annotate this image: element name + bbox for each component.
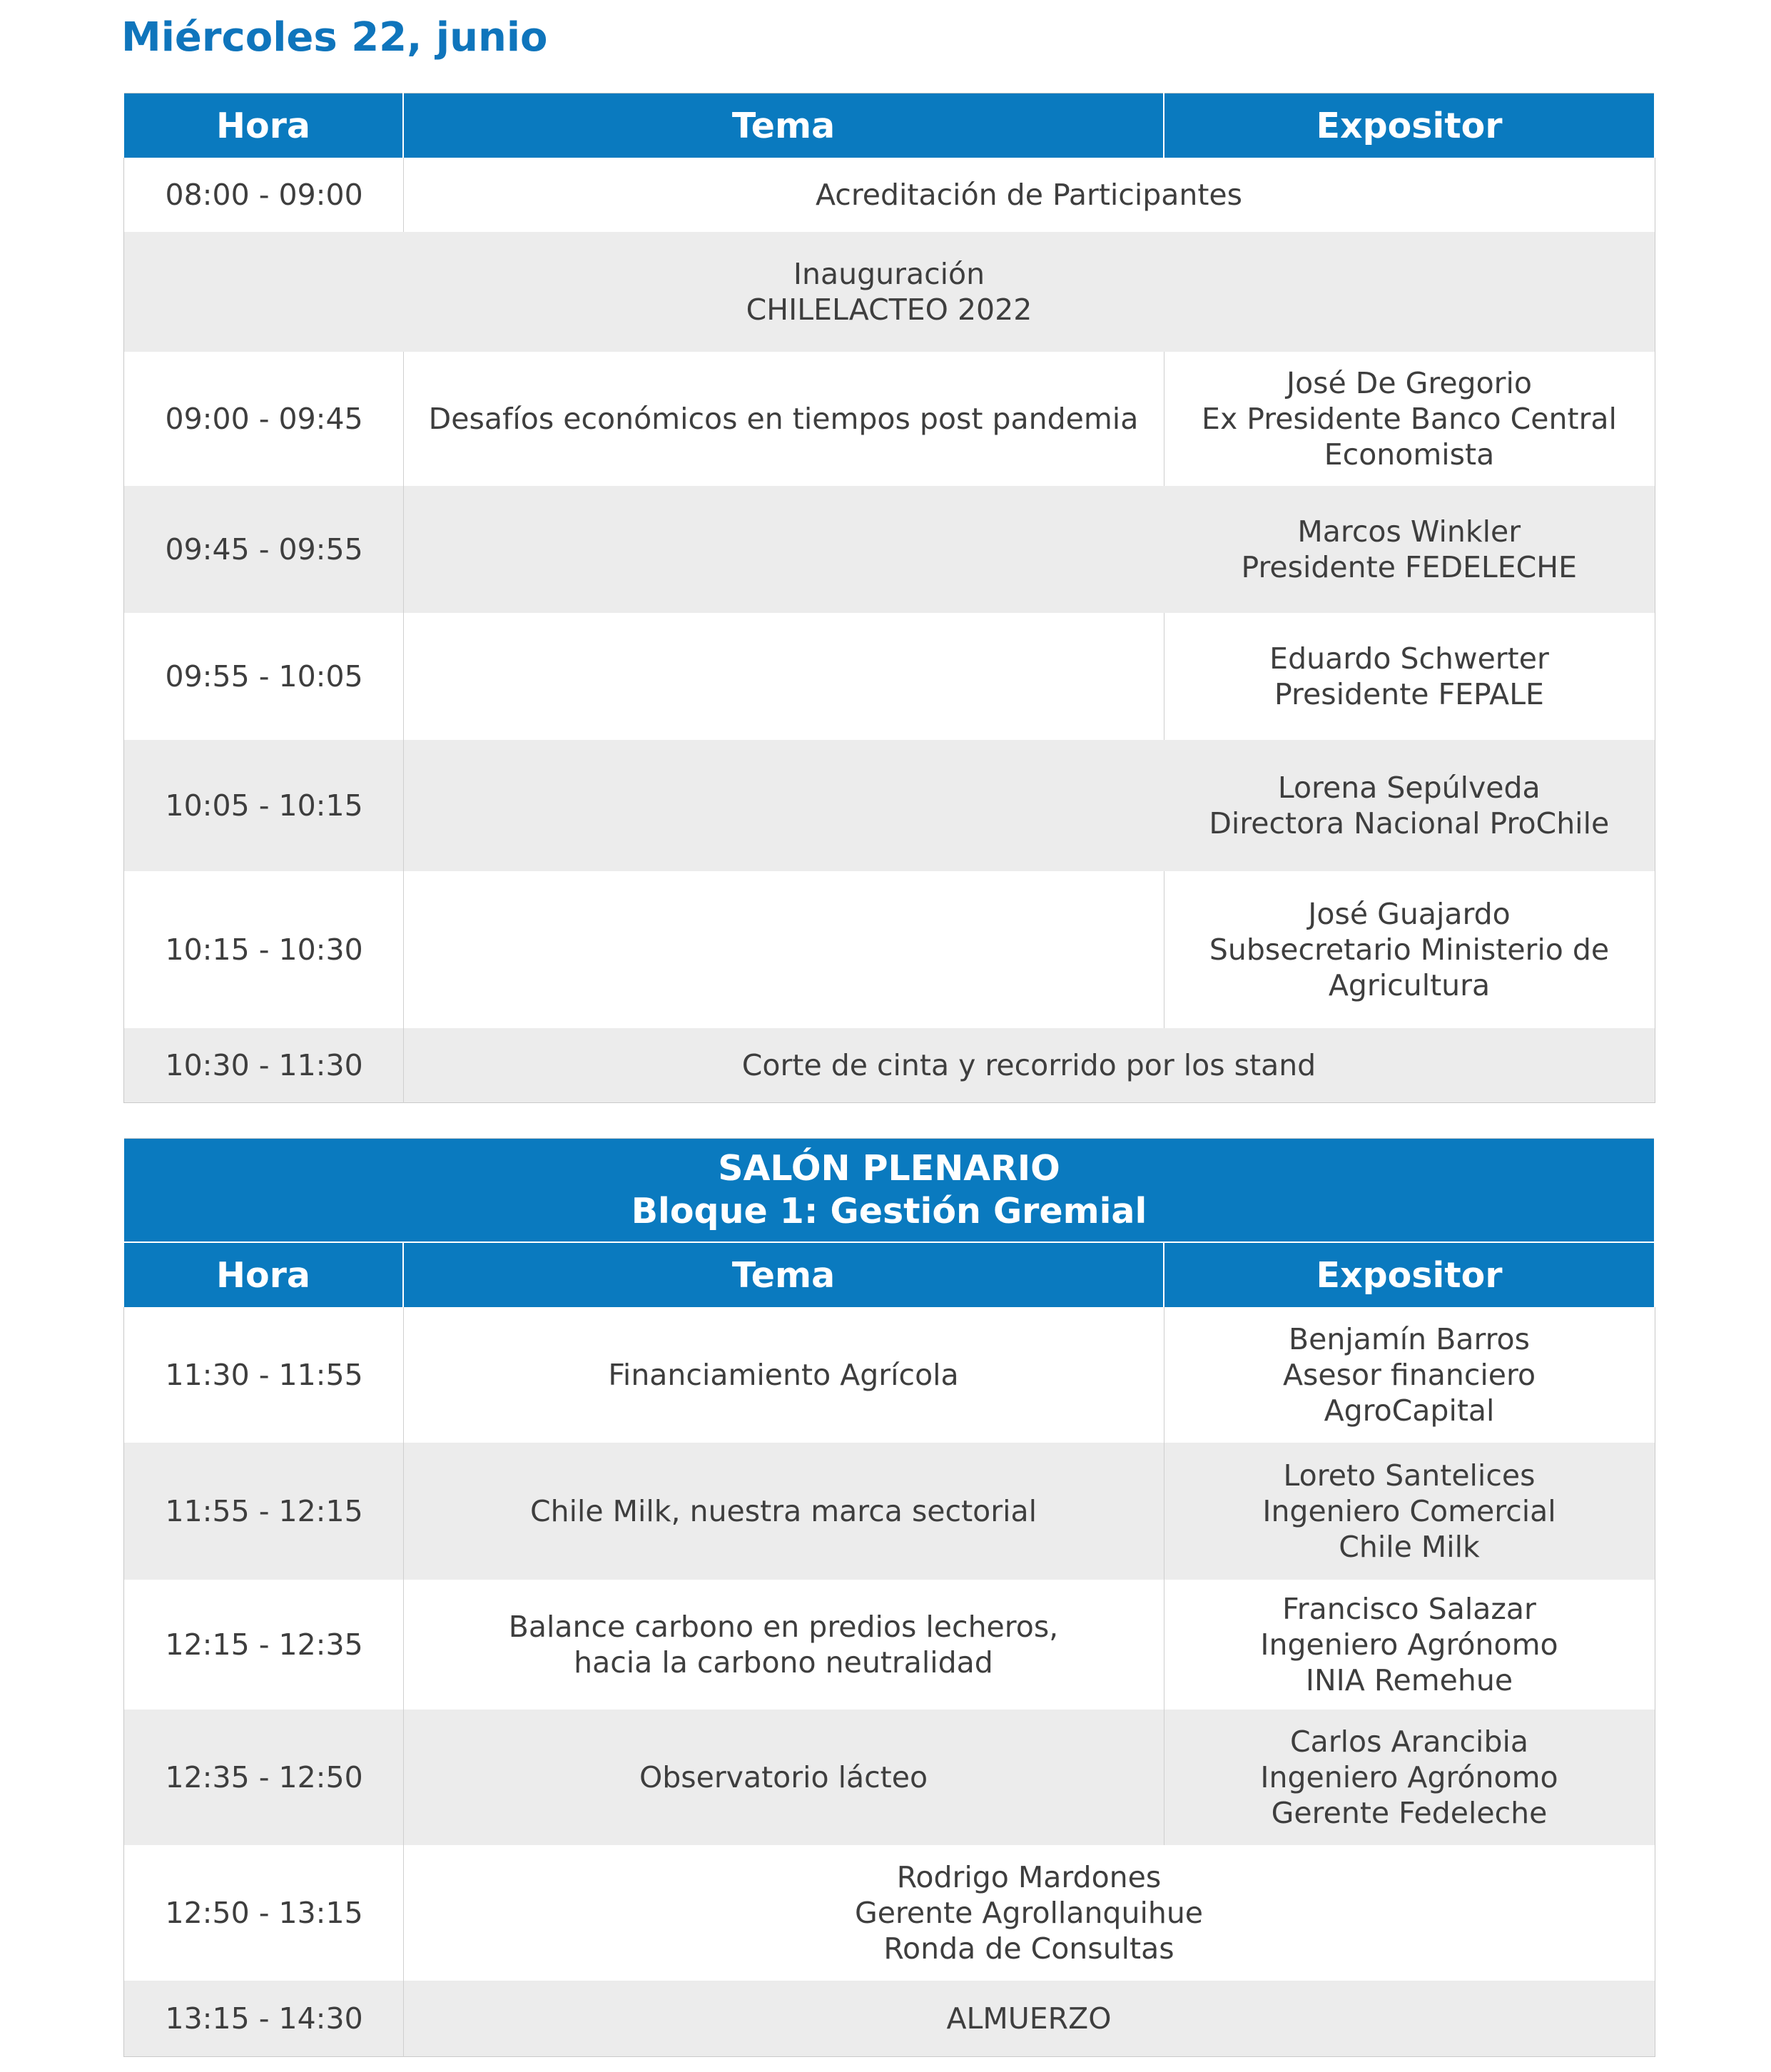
section-banner <box>123 1139 1655 1243</box>
merged-cell <box>403 1845 1655 1981</box>
speaker-role: Presidente FEDELECHE <box>1241 550 1578 584</box>
speaker-cell <box>1164 1580 1655 1710</box>
speaker-org: Chile Milk <box>1339 1530 1480 1564</box>
topic-cell <box>403 740 1164 871</box>
header-expositor: Expositor <box>1164 1242 1655 1307</box>
speaker-name: Francisco Salazar <box>1282 1592 1536 1626</box>
time-cell: 11:30 - 11:55 <box>165 1358 363 1392</box>
speaker-role: Presidente FEPALE <box>1274 677 1544 711</box>
topic-cell <box>403 486 1164 613</box>
speaker-name: Lorena Sepúlveda <box>1277 771 1541 805</box>
speaker-cell <box>1164 1307 1655 1443</box>
inauguration-line: Inauguración <box>793 257 985 291</box>
speaker-role: Asesor financiero <box>1282 1358 1536 1392</box>
table-row <box>123 1845 1655 1981</box>
topic-line: Balance carbono en predios lecheros, <box>508 1610 1059 1644</box>
topic-line: hacia la carbono neutralidad <box>574 1645 993 1680</box>
speaker-name: Benjamín Barros <box>1289 1322 1530 1356</box>
topic-cell <box>403 1580 1164 1710</box>
speaker-name: José De Gregorio <box>1286 366 1532 400</box>
speaker-role: Ingeniero Agrónomo <box>1260 1627 1558 1662</box>
table-row <box>123 1710 1655 1845</box>
time-cell: 11:55 - 12:15 <box>123 1443 403 1580</box>
topic-cell <box>403 871 1164 1028</box>
banner-subtitle: Bloque 1: Gestión Gremial <box>631 1191 1147 1231</box>
table-row <box>123 232 1655 352</box>
speaker-role: Subsecretario Ministerio de <box>1209 933 1610 967</box>
schedule-table-salon-plenario <box>123 1138 1655 2057</box>
time-cell: 09:00 - 09:45 <box>165 402 363 436</box>
header-hora: Hora <box>123 1242 403 1307</box>
speaker-org: AgroCapital <box>1324 1393 1495 1428</box>
speaker-role: Ex Presidente Banco Central <box>1202 402 1617 436</box>
break-label: ALMUERZO <box>946 2001 1112 2036</box>
speaker-name: Loreto Santelices <box>1283 1458 1536 1493</box>
speaker-role: Directora Nacional ProChile <box>1209 806 1610 841</box>
speaker-cell <box>1164 740 1655 871</box>
time-cell: 10:05 - 10:15 <box>123 740 403 871</box>
header-tema: Tema <box>403 93 1164 158</box>
topic-cell <box>403 1307 1164 1443</box>
time-cell: 12:35 - 12:50 <box>123 1710 403 1845</box>
speaker-name: Marcos Winkler <box>1297 514 1521 549</box>
topic-cell: Desafíos económicos en tiempos post pandemia <box>403 352 1164 486</box>
topic-cell <box>403 613 1164 740</box>
inauguration-cell <box>123 232 1655 352</box>
time-cell: 12:15 - 12:35 <box>165 1627 363 1662</box>
topic-cell: Corte de cinta y recorrido por los stand <box>403 1028 1655 1102</box>
topic-line: Financiamiento Agrícola <box>608 1358 959 1392</box>
table-header-row <box>123 93 1655 158</box>
header-hora: Hora <box>123 93 403 158</box>
topic-line: Chile Milk, nuestra marca sectorial <box>529 1494 1037 1528</box>
time-cell: 12:50 - 13:15 <box>165 1896 363 1930</box>
table-row <box>123 352 1655 486</box>
table-row <box>123 1443 1655 1580</box>
speaker-cell <box>1164 486 1655 613</box>
time-cell: 09:55 - 10:05 <box>165 659 363 694</box>
speaker-name: Eduardo Schwerter <box>1269 641 1549 676</box>
topic-cell <box>403 1443 1164 1580</box>
topic-cell: Acreditación de Participantes <box>403 158 1655 232</box>
speaker-name: Rodrigo Mardones <box>896 1860 1162 1894</box>
session-note: Ronda de Consultas <box>883 1931 1174 1966</box>
speaker-cell <box>1164 352 1655 486</box>
time-cell: 13:15 - 14:30 <box>123 1981 403 2056</box>
topic-cell <box>403 1710 1164 1845</box>
speaker-cell <box>1164 1710 1655 1845</box>
time-cell: 09:45 - 09:55 <box>123 486 403 613</box>
table-row <box>123 1580 1655 1710</box>
table-row <box>123 871 1655 1028</box>
table-row <box>123 1981 1655 2056</box>
schedule-table-inauguration <box>123 93 1655 1103</box>
speaker-name: Carlos Arancibia <box>1290 1725 1528 1759</box>
speaker-name: José Guajardo <box>1308 897 1511 931</box>
speaker-org: Economista <box>1324 437 1495 472</box>
table-row <box>123 486 1655 613</box>
table-row <box>123 1028 1655 1102</box>
page-title: Miércoles 22, junio <box>121 14 548 61</box>
time-cell: 10:30 - 11:30 <box>123 1028 403 1102</box>
table-row <box>123 1307 1655 1443</box>
topic-line: Observatorio lácteo <box>639 1760 928 1794</box>
speaker-role: Ingeniero Agrónomo <box>1260 1760 1558 1794</box>
speaker-role: Gerente Agrollanquihue <box>854 1896 1204 1930</box>
table-row <box>123 158 1655 232</box>
speaker-org: Gerente Fedeleche <box>1271 1796 1548 1830</box>
speaker-cell <box>1164 1443 1655 1580</box>
header-tema: Tema <box>403 1242 1164 1307</box>
speaker-role: Ingeniero Comercial <box>1262 1494 1556 1528</box>
merged-cell <box>403 1981 1655 2056</box>
speaker-cell <box>1164 613 1655 740</box>
speaker-cell <box>1164 871 1655 1028</box>
table-banner-row <box>123 1139 1655 1243</box>
banner-title: SALÓN PLENARIO <box>718 1148 1060 1189</box>
time-cell: 08:00 - 09:00 <box>165 178 363 212</box>
table-row <box>123 613 1655 740</box>
header-expositor: Expositor <box>1164 93 1655 158</box>
time-cell: 10:15 - 10:30 <box>165 933 363 967</box>
table-header-row <box>123 1242 1655 1307</box>
event-name-line: CHILELACTEO 2022 <box>746 293 1032 327</box>
table-row <box>123 740 1655 871</box>
speaker-org: Agricultura <box>1328 968 1491 1002</box>
speaker-org: INIA Remehue <box>1305 1663 1513 1697</box>
